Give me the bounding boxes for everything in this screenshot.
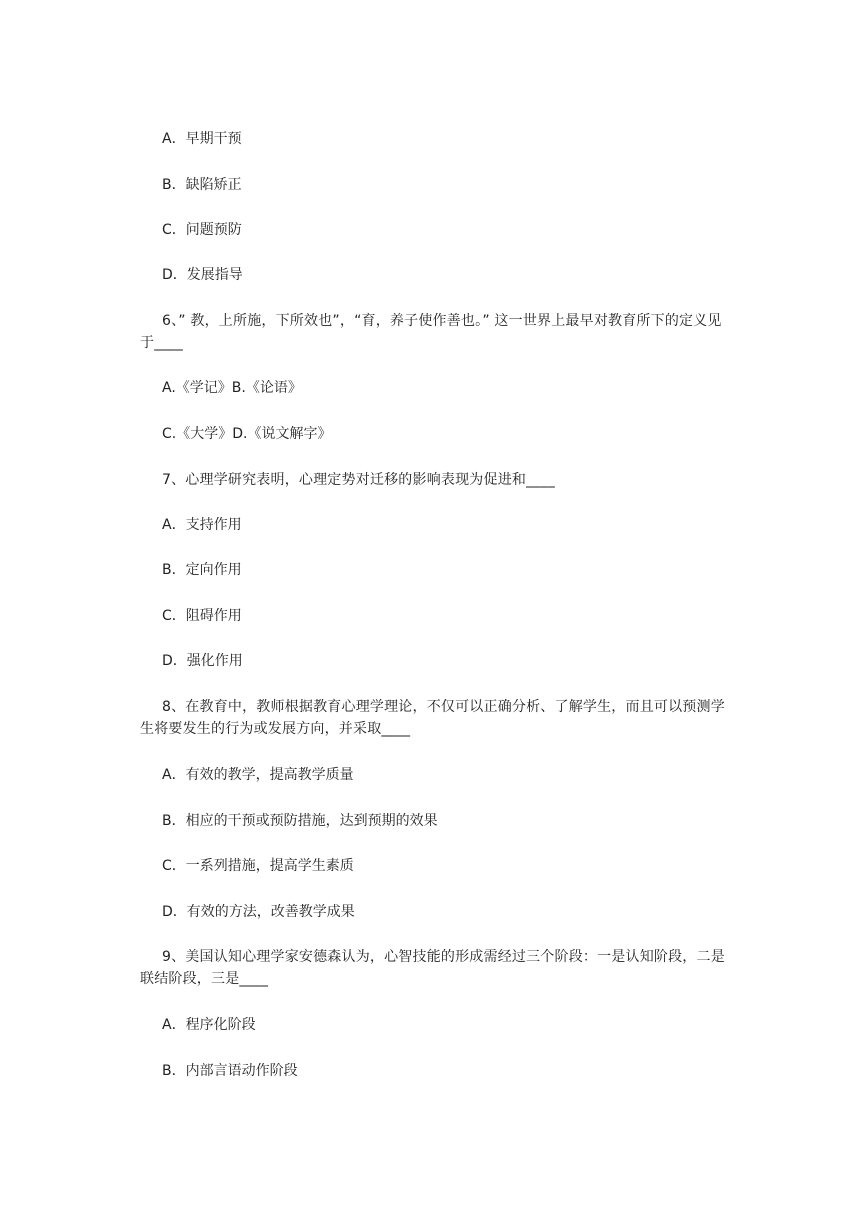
- question-8-stem: 8、在教育中，教师根据教育心理学理论，不仅可以正确分析、了解学生，而且可以预测学生将要发生的行为或发展方向，并采取____: [140, 699, 725, 737]
- question-9-option-b: B．内部言语动作阶段: [162, 1063, 298, 1079]
- option-b: B．缺陷矫正: [162, 177, 242, 193]
- question-6-option-cd: C.《大学》D.《说文解字》: [162, 426, 332, 442]
- question-7-option-a: A．支持作用: [162, 517, 242, 533]
- question-8-option-d: D．有效的方法，改善教学成果: [162, 904, 355, 920]
- question-8-option-b: B．相应的干预或预防措施，达到预期的效果: [162, 813, 438, 829]
- question-6-option-ab: A.《学记》B.《论语》: [162, 380, 302, 396]
- question-7-option-d: D．强化作用: [162, 653, 243, 669]
- question-9-stem: 9、美国认知心理学家安德森认为，心智技能的形成需经过三个阶段：一是认知阶段，二是联结阶段，三是____: [140, 949, 725, 987]
- option-a: A．早期干预: [162, 131, 242, 147]
- question-6-stem: 6、” 教，上所施，下所效也”，“育，养子使作善也。” 这一世界上最早对教育所下的定义见于____: [140, 313, 722, 351]
- question-7-option-b: B．定向作用: [162, 562, 242, 578]
- option-c: C．问题预防: [162, 222, 242, 238]
- question-8-option-a: A．有效的教学，提高教学质量: [162, 767, 354, 783]
- question-9-option-a: A．程序化阶段: [162, 1017, 256, 1033]
- question-7-stem: 7、心理学研究表明，心理定势对迁移的影响表现为促进和____: [162, 472, 555, 488]
- question-7-option-c: C．阻碍作用: [162, 608, 242, 624]
- option-d: D．发展指导: [162, 267, 243, 283]
- question-8-option-c: C．一系列措施，提高学生素质: [162, 858, 354, 874]
